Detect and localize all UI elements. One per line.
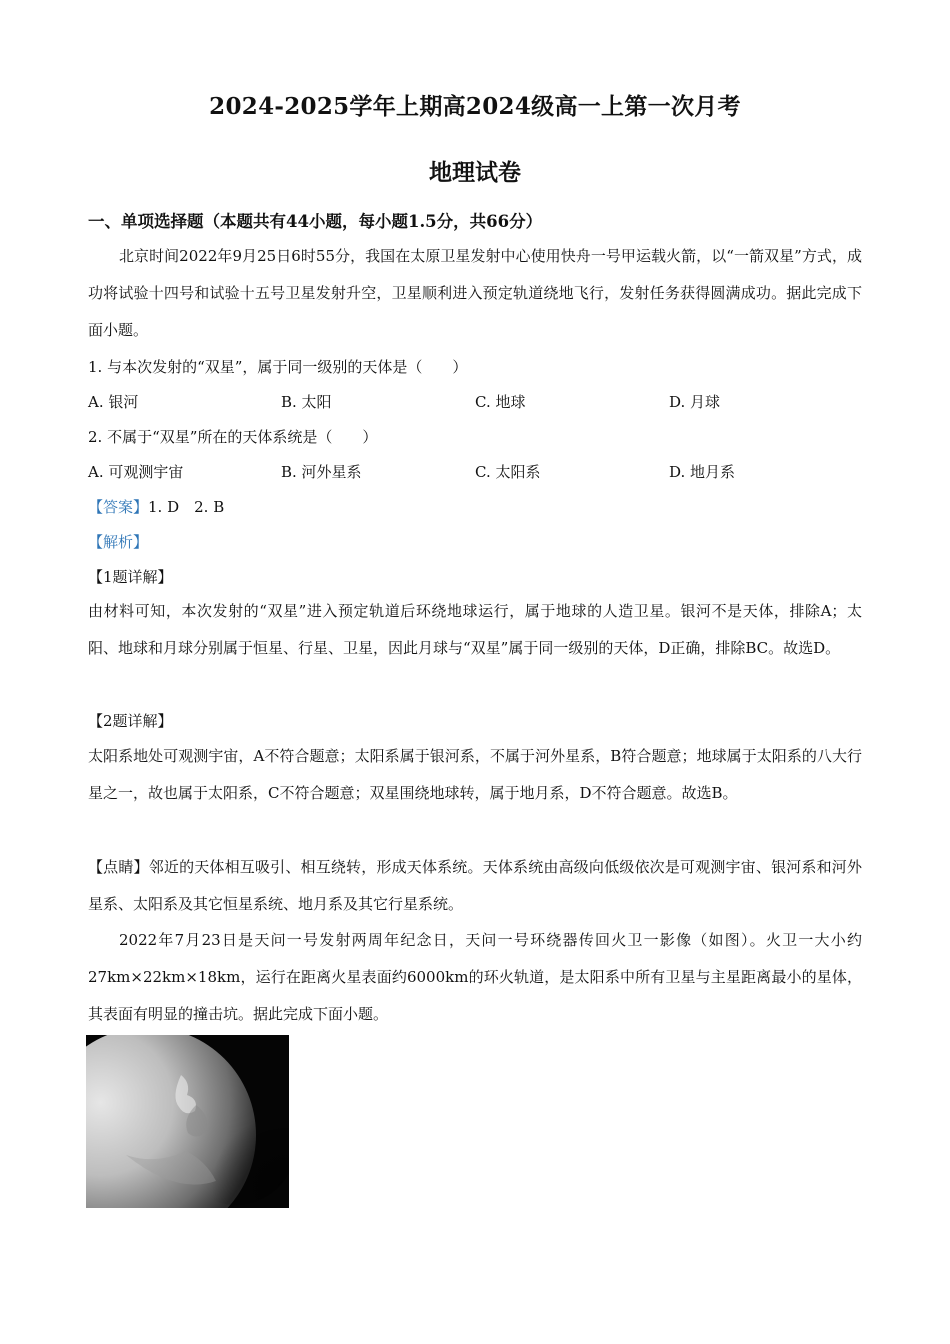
detail-1-text: 由材料可知，本次发射的“双星”进入预定轨道后环绕地球运行，属于地球的人造卫星。银河不是天体，排除A；太阳、地球和月球分别属于恒星、行星、卫星，因此月球与“双星”属于同一级别的天体，D正确，排除BC。故选D。 <box>88 602 862 657</box>
mars-image <box>86 1035 289 1208</box>
tip-text: 邻近的天体相互吸引、相互绕转，形成天体系统。天体系统由高级向低级依次是可观测宇宙、银河系和河外星系、太阳系及其它恒星系统、地月系及其它行星系统。 <box>88 858 862 913</box>
q2-option-b: B. 河外星系 <box>281 463 362 481</box>
q1-option-a: A. 银河 <box>88 393 139 411</box>
passage-1: 北京时间2022年9月25日6时55分，我国在太原卫星发射中心使用快舟一号甲运载火箭，以“一箭双星”方式，成功将试验十四号和试验十五号卫星发射升空，卫星顺利进入预定轨道绕地飞行，发射任务获得圆满成功。据此完成下面小题。 <box>88 247 862 339</box>
question-1-stem: 1. 与本次发射的“双星”，属于同一级别的天体是（ ） <box>88 358 468 376</box>
analysis-label: 【解析】 <box>88 533 149 551</box>
tip-label: 【点睛】 <box>88 858 149 876</box>
mars-planet-svg <box>86 1035 289 1208</box>
exam-title: 2024-2025学年上期高2024级高一上第一次月考 <box>209 93 741 120</box>
q1-option-c: C. 地球 <box>475 393 526 411</box>
q1-option-b: B. 太阳 <box>281 393 332 411</box>
q2-option-a: A. 可观测宇宙 <box>88 463 184 481</box>
question-2-stem: 2. 不属于“双星”所在的天体系统是（ ） <box>88 428 378 446</box>
detail-2-label: 【2题详解】 <box>88 712 173 730</box>
q2-option-d: D. 地月系 <box>669 463 736 481</box>
answer-text: 1. D 2. B <box>148 498 225 516</box>
q1-option-d: D. 月球 <box>669 393 721 411</box>
tip-paragraph <box>88 849 862 923</box>
detail-2-text: 太阳系地处可观测宇宙，A不符合题意；太阳系属于银河系，不属于河外星系，B符合题意；地球属于太阳系的八大行星之一，故也属于太阳系，C不符合题意；双星围绕地球转，属于地月系，D不符合题意。故选B。 <box>88 747 862 802</box>
passage-2: 2022年7月23日是天问一号发射两周年纪念日，天问一号环绕器传回火卫一影像（如图）。火卫一大小约27km×22km×18km，运行在距离火星表面约6000km的环火轨道，是太阳系中所有卫星与主星距离最小的星体，其表面有明显的撞击坑。据此完成下面小题。 <box>88 931 862 1023</box>
exam-subtitle: 地理试卷 <box>429 159 521 186</box>
section-heading: 一、单项选择题（本题共有44小题，每小题1.5分，共66分） <box>88 212 543 231</box>
detail-1-label: 【1题详解】 <box>88 568 173 586</box>
answer-line <box>88 497 224 517</box>
q2-option-c: C. 太阳系 <box>475 463 541 481</box>
answer-label: 【答案】 <box>88 498 149 516</box>
